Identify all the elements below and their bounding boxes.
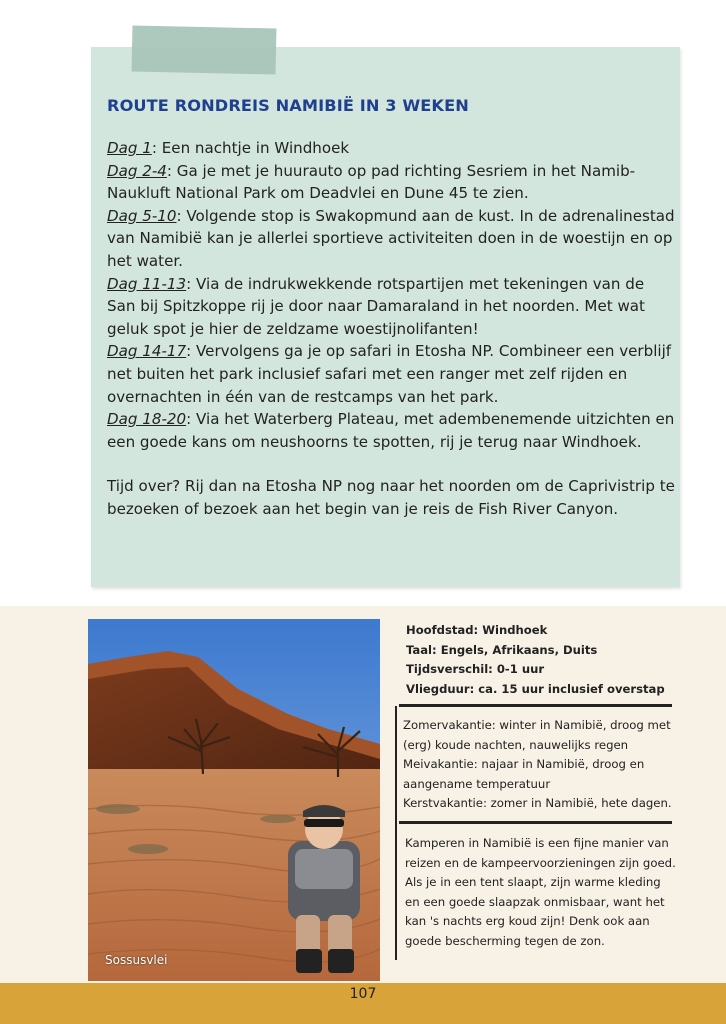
route-day xyxy=(107,273,677,341)
fact-capital: Hoofdstad: Windhoek xyxy=(406,623,548,637)
season-christmas: Kerstvakantie: zomer in Namibië, hete dagen. xyxy=(403,796,672,811)
day-text: : Vervolgens ga je op safari in Etosha NP. Combineer een verblijf net buiten het park inclusief safari met een ranger met zelf rijden en overnachten in één van de restcamps van het park. xyxy=(107,342,672,406)
season-may: Meivakantie: najaar in Namibië, droog en aangename temperatuur xyxy=(403,757,645,791)
day-label: Dag 5-10 xyxy=(107,206,177,225)
day-label: Dag 1 xyxy=(107,139,152,157)
divider xyxy=(399,821,672,824)
vertical-divider xyxy=(395,706,397,960)
season-summer: Zomervakantie: winter in Namibië, droog met (erg) koude nachten, nauwelijks regen xyxy=(403,718,671,752)
camping-block xyxy=(405,834,677,952)
route-day xyxy=(107,408,677,453)
day-text: : Ga je met je huurauto op pad richting Sesriem in het Namib-Naukluft National Park om Deadvlei en Dune 45 te zien. xyxy=(107,161,636,203)
camping-text: Kamperen in Namibië is een fijne manier van reizen en de kampeervoorzieningen zijn goed. Als je in een tent slaapt, zijn warme kleding en een goede slaapzak onmisbaar, want het kan 's nachts erg koud zijn! Denk ook aan goede bescherming tegen de zon. xyxy=(405,836,676,948)
day-label: Dag 14-17 xyxy=(107,342,187,361)
day-text: : Via de indrukwekkende rotspartijen met tekeningen van de San bij Spitzkoppe rij je door naar Damaraland in het noorden. Met wat geluk spot je hier de zeldzame woestijnolifanten! xyxy=(107,274,645,338)
route-text xyxy=(107,137,677,521)
day-label: Dag 18-20 xyxy=(107,410,187,429)
seasons-block xyxy=(403,716,678,814)
route-day xyxy=(107,205,677,273)
tape-decoration xyxy=(132,25,277,74)
fact-language: Taal: Engels, Afrikaans, Duits xyxy=(406,642,598,657)
day-text: : Een nachtje in Windhoek xyxy=(151,139,350,157)
route-title: ROUTE RONDREIS NAMIBIË IN 3 WEKEN xyxy=(107,96,469,115)
day-label: Dag 2-4 xyxy=(107,161,167,180)
divider xyxy=(399,704,672,707)
key-facts xyxy=(406,621,665,699)
route-extra-tip: Tijd over? Rij dan na Etosha NP nog naar het noorden om de Caprivistrip te bezoeken of bezoek aan het begin van je reis de Fish River Canyon. xyxy=(107,477,675,518)
sossusvlei-photo xyxy=(88,619,380,981)
day-text: : Volgende stop is Swakopmund aan de kust. In de adrenalinestad van Namibië kan je allerlei sportieve activiteiten doen in de woestijn en op het water. xyxy=(107,206,675,270)
photo-caption: Sossusvlei xyxy=(105,953,168,967)
route-day xyxy=(107,137,677,160)
route-day xyxy=(107,160,677,205)
fact-timediff: Tijdsverschil: 0-1 uur xyxy=(406,662,545,676)
day-label: Dag 11-13 xyxy=(107,274,187,293)
fact-flight: Vliegduur: ca. 15 uur inclusief overstap xyxy=(406,681,665,696)
day-text: : Via het Waterberg Plateau, met adembenemende uitzichten en een goede kans om neushoorns te spotten, rij je terug naar Windhoek. xyxy=(107,410,675,451)
route-day xyxy=(107,340,677,408)
page-number: 107 xyxy=(349,986,377,1002)
